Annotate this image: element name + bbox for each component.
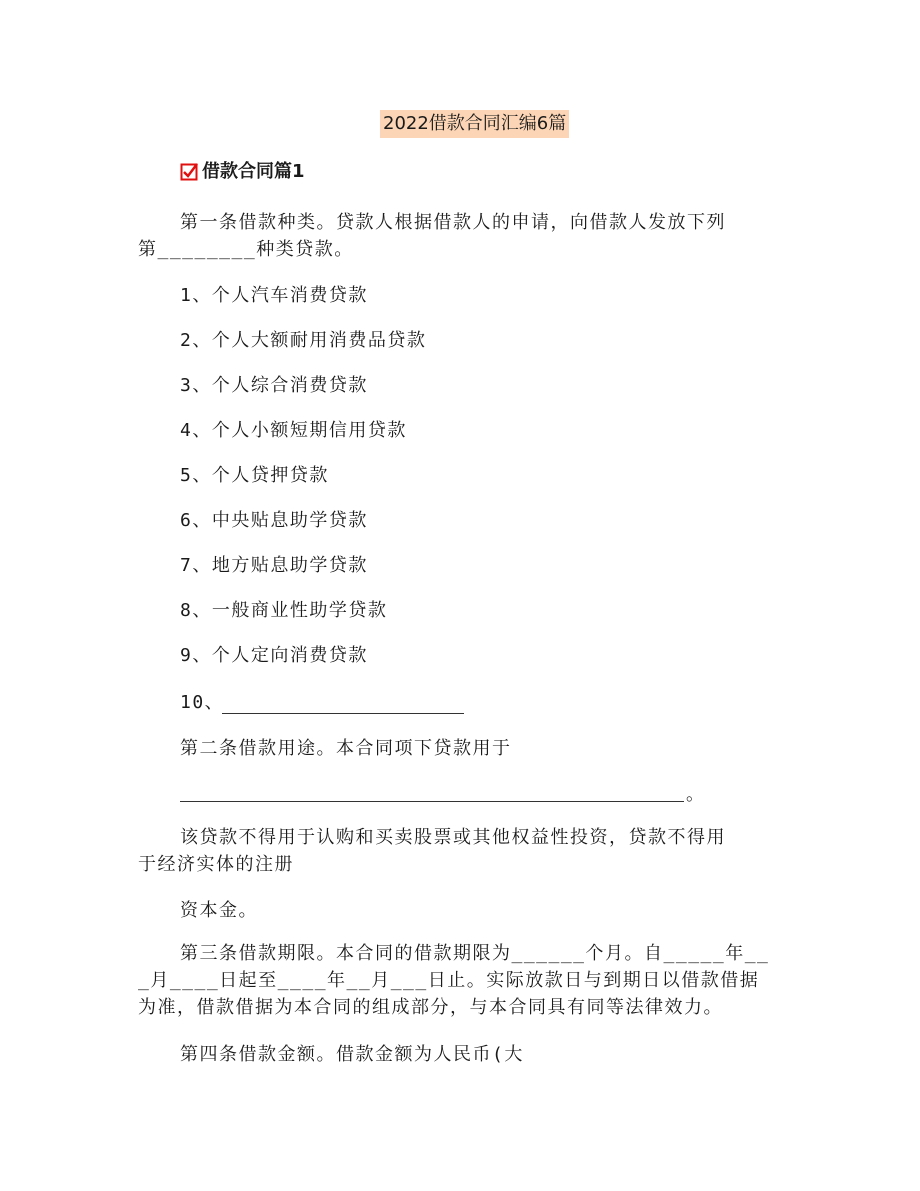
loan-purpose-blank xyxy=(180,801,684,802)
article1-line2: 第________种类贷款。 xyxy=(138,239,354,260)
loan-type-item-9: 9、个人定向消费贷款 xyxy=(180,645,368,666)
document-title-text: 2022借款合同汇编6篇 xyxy=(383,113,567,134)
loan-type-item-5: 5、个人贷押贷款 xyxy=(180,465,329,486)
loan-type-item-6: 6、中央贴息助学贷款 xyxy=(180,510,368,531)
section-heading xyxy=(180,158,305,186)
article4-line1: 第四条借款金额。借款金额为人民币(大 xyxy=(180,1044,524,1065)
article3-line3: 为准，借款借据为本合同的组成部分，与本合同具有同等法律效力。 xyxy=(138,997,723,1018)
article3-line1: 第三条借款期限。本合同的借款期限为______个月。自_____年__ xyxy=(180,943,770,964)
loan-type-10-blank xyxy=(222,713,464,714)
article2-restriction-line1: 该贷款不得用于认购和买卖股票或其他权益性投资，贷款不得用 xyxy=(180,827,726,848)
loan-type-item-2: 2、个人大额耐用消费品贷款 xyxy=(180,330,427,351)
checkbox-checked-icon xyxy=(180,163,198,181)
article3-line2: _月____日起至____年__月___日止。实际放款日与到期日以借款借据 xyxy=(138,970,760,991)
loan-type-item-3: 3、个人综合消费贷款 xyxy=(180,375,368,396)
section-heading-text: 借款合同篇1 xyxy=(202,161,305,182)
loan-type-item-10: 10、 xyxy=(180,692,225,713)
loan-type-item-1: 1、个人汽车消费贷款 xyxy=(180,285,368,306)
article2-restriction-line3: 资本金。 xyxy=(180,900,258,921)
article2-restriction-line2: 于经济实体的注册 xyxy=(138,854,294,875)
loan-type-item-7: 7、地方贴息助学贷款 xyxy=(180,555,368,576)
article2-line1: 第二条借款用途。本合同项下贷款用于 xyxy=(180,738,512,759)
loan-type-item-8: 8、一般商业性助学贷款 xyxy=(180,600,388,621)
document-title xyxy=(380,110,569,138)
article2-line2-end: 。 xyxy=(686,784,706,805)
article1-line1: 第一条借款种类。贷款人根据借款人的申请，向借款人发放下列 xyxy=(180,212,726,233)
loan-type-item-4: 4、个人小额短期信用贷款 xyxy=(180,420,407,441)
